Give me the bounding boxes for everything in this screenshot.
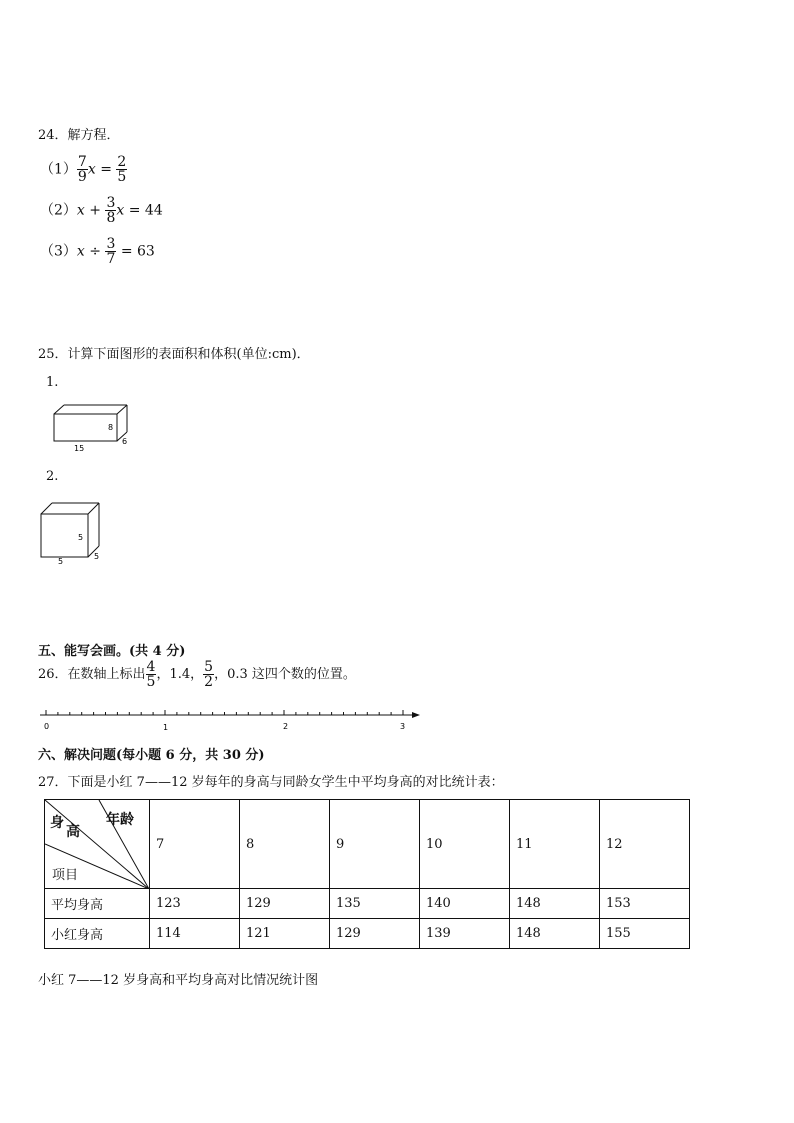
height-comparison-table: [44, 799, 690, 949]
q25-item2-label: 2.: [46, 469, 59, 484]
chart-caption: 小红 7——12 岁身高和平均身高对比情况统计图: [38, 973, 319, 988]
table-cell: 114: [150, 919, 240, 949]
eq1-coef-fraction: $\frac{7}{9}$: [77, 154, 87, 185]
axis-label-2: 2: [283, 722, 289, 731]
age-cell: 7: [150, 800, 240, 889]
cube-width-label: 5: [58, 557, 64, 566]
age-cell: 8: [240, 800, 330, 889]
table-cell: 148: [510, 919, 600, 949]
axis-label-1: 1: [163, 723, 169, 732]
table-header-row: [45, 800, 690, 889]
q26-fraction-2: $\frac{5}{2}$: [204, 659, 214, 690]
age-cell: 9: [330, 800, 420, 889]
q26-fraction-1: $\frac{4}{5}$: [146, 659, 156, 690]
eq1-var: x: [87, 161, 96, 178]
age-cell: 10: [420, 800, 510, 889]
table-cell: 148: [510, 889, 600, 919]
table-cell: 155: [600, 919, 690, 949]
eq1-label: （1）: [40, 161, 77, 178]
eq3-rest: = 63: [116, 243, 155, 260]
q25-item1-label: 1.: [46, 375, 59, 390]
q26-suffix: ，0.3 这四个数的位置。: [214, 667, 356, 682]
table-cell: 129: [240, 889, 330, 919]
eq3-fraction: $\frac{3}{7}$: [106, 236, 116, 267]
q27-title: 27．下面是小红 7——12 岁每年的身高与同龄女学生中平均身高的对比统计表：: [38, 775, 504, 790]
eq2-var2: x: [116, 202, 125, 219]
table-cell: 121: [240, 919, 330, 949]
section5-title: 五、能写会画。(共 4 分): [38, 644, 186, 659]
axis-label-0: 0: [44, 722, 50, 731]
header-shen: 身: [50, 815, 64, 831]
table-row: [45, 919, 690, 949]
q24-equation-2: [40, 196, 163, 225]
cube-depth-label: 5: [94, 552, 100, 561]
eq2-rest: = 44: [124, 202, 163, 219]
cuboid-width-label: 6: [122, 437, 128, 446]
cube-figure: [38, 502, 108, 568]
eq2-fraction: $\frac{3}{8}$: [106, 195, 116, 226]
table-row: [45, 889, 690, 919]
eq3-var: x: [76, 243, 85, 260]
eq1-equals: =: [95, 161, 117, 178]
table-cell: 153: [600, 889, 690, 919]
header-item: 项目: [52, 868, 79, 883]
q26-prefix: 26．在数轴上标出: [38, 667, 146, 682]
eq3-label: （3）: [40, 243, 77, 260]
cuboid-length-label: 15: [74, 444, 85, 453]
number-line: [38, 706, 428, 732]
cube-height-label: 5: [78, 533, 84, 542]
arrow-head-icon: [412, 712, 420, 718]
eq2-label: （2）: [40, 202, 77, 219]
q24-title: 24．解方程．: [38, 128, 120, 143]
eq2-plus: +: [84, 202, 106, 219]
eq1-rhs-fraction: $\frac{2}{5}$: [117, 154, 127, 185]
cuboid-figure: [50, 404, 140, 454]
header-gao: 高: [66, 824, 80, 840]
q26-text: [38, 660, 356, 689]
row-label: 平均身高: [45, 889, 150, 919]
table-cell: 135: [330, 889, 420, 919]
section6-title: 六、解决问题(每小题 6 分，共 30 分): [38, 748, 265, 763]
q26-mid: ，1.4，: [156, 667, 204, 682]
row-label: 小红身高: [45, 919, 150, 949]
q24-equation-1: [40, 155, 127, 184]
cuboid-height-label: 8: [108, 423, 114, 432]
q24-equation-3: [40, 237, 155, 266]
table-cell: 129: [330, 919, 420, 949]
table-cell: 140: [420, 889, 510, 919]
table-cell: 123: [150, 889, 240, 919]
axis-label-3: 3: [400, 722, 406, 731]
diagonal-header-cell: [45, 800, 150, 889]
table-cell: 139: [420, 919, 510, 949]
age-cell: 11: [510, 800, 600, 889]
header-age: 年龄: [106, 812, 134, 828]
age-cell: 12: [600, 800, 690, 889]
eq2-var: x: [76, 202, 85, 219]
eq3-div: ÷: [84, 243, 106, 260]
q25-title: 25．计算下面图形的表面积和体积(单位:cm)．: [38, 347, 310, 362]
